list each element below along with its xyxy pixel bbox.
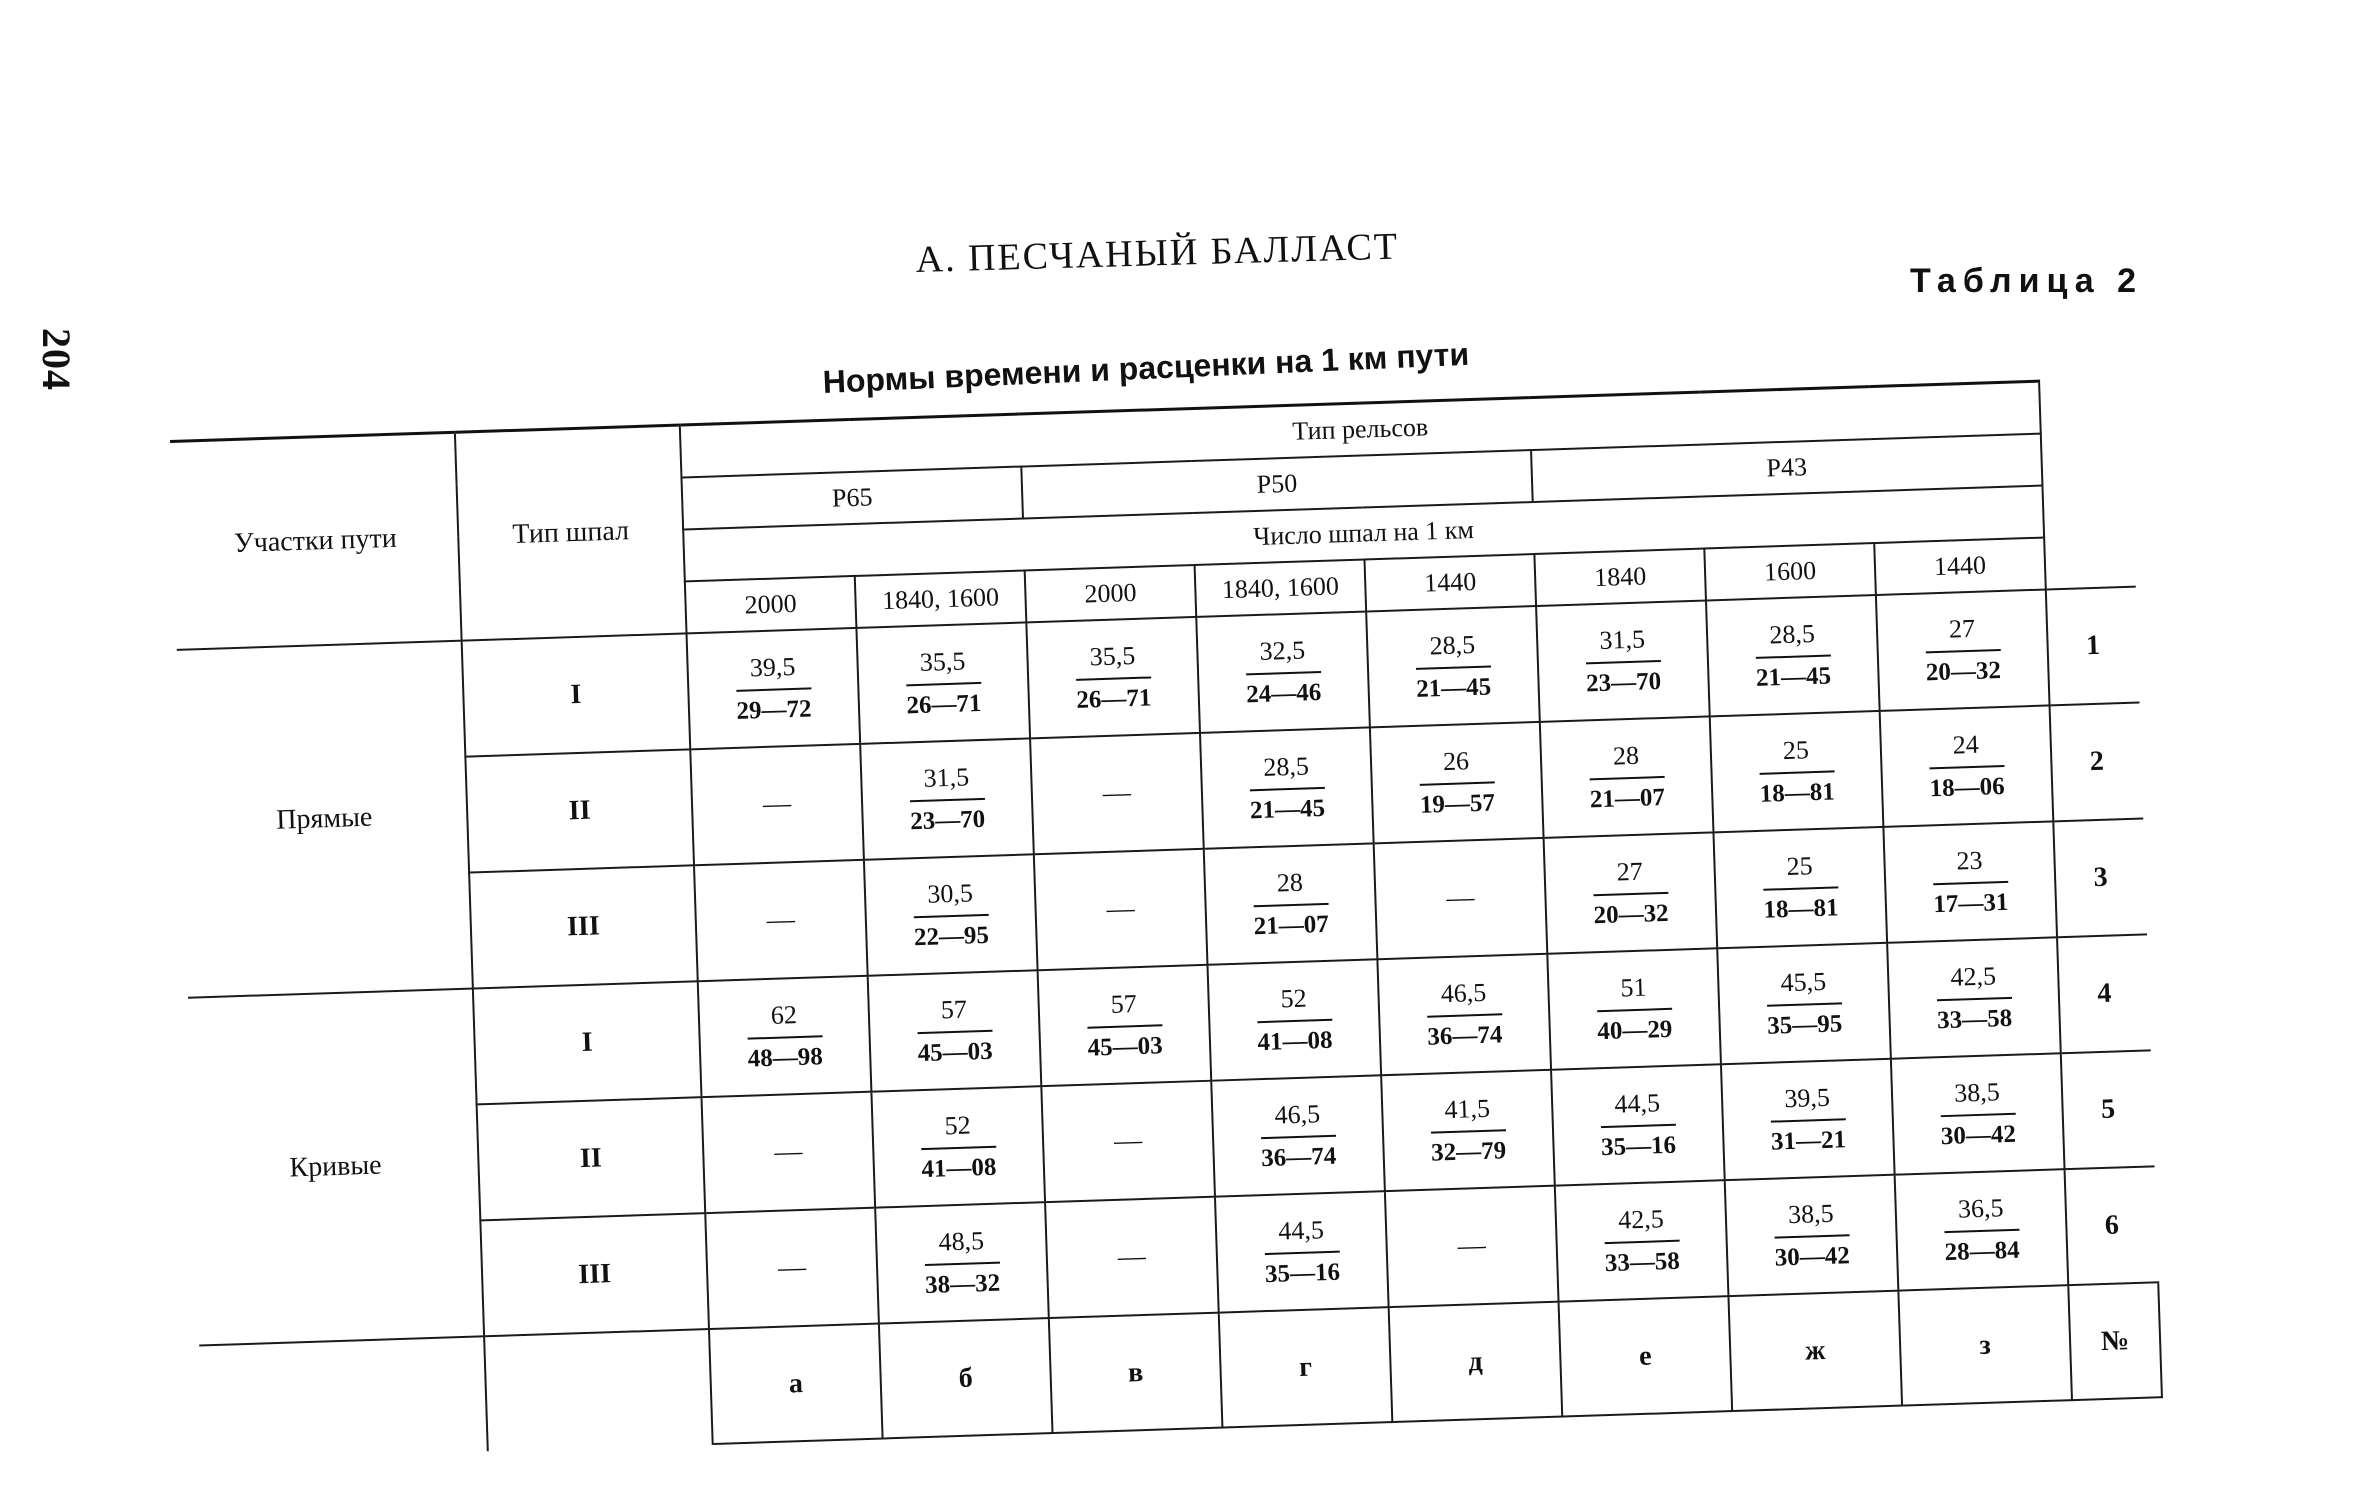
value-cell: [1370, 722, 1544, 843]
value-cell: [1717, 943, 1891, 1064]
empty-dash: —: [1113, 1124, 1143, 1157]
rate-price: 38—32: [924, 1269, 1001, 1300]
header-track-sections: Участки пути: [170, 432, 462, 650]
value-cell: [705, 1208, 879, 1329]
empty-dash: —: [1117, 1240, 1147, 1273]
rate-price: 41—08: [921, 1153, 997, 1184]
norm-fraction: [1935, 961, 2012, 1035]
value-cell: [1211, 1075, 1385, 1196]
value-cell: [1030, 733, 1204, 854]
time-norm: 41,5: [1429, 1093, 1505, 1133]
norm-fraction: [1592, 856, 1669, 930]
time-norm: 48,5: [923, 1226, 999, 1266]
column-letter: г: [1219, 1307, 1393, 1427]
sleeper-type-cell: I: [473, 981, 702, 1104]
empty-dash: —: [777, 1251, 807, 1284]
rate-price: 20—32: [1593, 899, 1669, 930]
norm-fraction: [1429, 1093, 1506, 1167]
empty-dash: —: [773, 1135, 803, 1168]
norm-fraction: [1943, 1193, 2020, 1267]
time-norm: 42,5: [1603, 1204, 1679, 1244]
value-cell: [690, 744, 864, 865]
header-count: 1440: [1874, 538, 2046, 595]
rate-price: 18—81: [1763, 894, 1839, 924]
row-number: 4: [2057, 934, 2151, 1053]
time-norm: 42,5: [1935, 961, 2011, 1001]
time-norm: 35,5: [905, 646, 981, 686]
time-norm: 51: [1595, 972, 1671, 1012]
header-sleeper-type: Тип шпал: [455, 425, 687, 641]
page-number: 204: [34, 328, 79, 391]
norm-fraction: [916, 994, 993, 1068]
value-cell: [1381, 1070, 1555, 1191]
value-cell: [1207, 959, 1381, 1080]
norm-fraction: [908, 762, 985, 836]
rate-price: 21—07: [1589, 783, 1666, 814]
value-cell: [1895, 1169, 2069, 1290]
value-cell: [1706, 595, 1880, 716]
rate-price: 23—70: [1585, 667, 1662, 698]
value-cell: [694, 860, 868, 981]
rate-price: 18—81: [1759, 778, 1836, 808]
value-cell: [1721, 1059, 1895, 1180]
time-norm: 45,5: [1765, 966, 1841, 1006]
table-label: Таблица 2: [1910, 262, 2144, 300]
time-norm: 25: [1758, 734, 1834, 774]
rate-price: 21—45: [1755, 662, 1832, 692]
table-subtitle: Нормы времени и расценки на 1 км пути: [822, 335, 1470, 400]
value-cell: [1204, 843, 1378, 964]
value-cell: [687, 628, 861, 749]
time-norm: 25: [1762, 850, 1838, 890]
time-norm: 27: [1592, 856, 1668, 896]
norm-fraction: [1426, 977, 1503, 1051]
value-cell: [1041, 1081, 1215, 1202]
rate-price: 21—45: [1249, 794, 1326, 825]
row-number: 3: [2053, 818, 2147, 937]
time-norm: 32,5: [1244, 635, 1320, 675]
empty-dash: —: [1457, 1229, 1487, 1262]
value-cell: [1887, 937, 2061, 1058]
value-cell: [1536, 600, 1710, 721]
norm-fraction: [1603, 1204, 1680, 1278]
time-norm: 39,5: [735, 651, 811, 691]
header-count: 1440: [1364, 554, 1536, 611]
norm-fraction: [1256, 983, 1333, 1057]
rate-price: 31—21: [1770, 1126, 1847, 1156]
value-cell: [1377, 954, 1551, 1075]
time-norm: 30,5: [912, 878, 988, 918]
rate-price: 24—46: [1245, 678, 1322, 709]
sleeper-type-cell: II: [465, 749, 694, 872]
header-count: 1840, 1600: [855, 570, 1027, 627]
time-norm: 46,5: [1426, 977, 1502, 1017]
norm-fraction: [1263, 1215, 1340, 1289]
rate-price: 30—42: [1774, 1242, 1851, 1272]
norm-fraction: [1588, 740, 1665, 814]
norm-fraction: [1758, 734, 1835, 808]
rate-price: 32—79: [1430, 1137, 1507, 1167]
header-rail-p65: Р65: [681, 467, 1023, 530]
value-cell: [856, 622, 1030, 743]
rate-price: 48—98: [747, 1043, 824, 1073]
value-cell: [1026, 617, 1200, 738]
norm-fraction: [1762, 850, 1839, 924]
time-norm: 57: [1086, 988, 1162, 1028]
norm-fraction: [1252, 867, 1329, 941]
time-norm: 46,5: [1259, 1099, 1335, 1139]
norm-fraction: [1075, 640, 1152, 714]
time-norm: 27: [1924, 613, 2000, 653]
norm-fraction: [1414, 630, 1491, 704]
time-norm: 44,5: [1263, 1215, 1339, 1255]
rate-price: 36—74: [1260, 1142, 1337, 1173]
time-norm: 28,5: [1754, 619, 1830, 659]
value-cell: [1366, 606, 1540, 727]
rate-price: 35—16: [1264, 1258, 1341, 1289]
value-cell: [1713, 827, 1887, 948]
rate-price: 33—58: [1604, 1247, 1681, 1278]
norm-fraction: [923, 1226, 1000, 1300]
norm-fraction: [1932, 845, 2009, 919]
column-letter: е: [1559, 1296, 1733, 1416]
norm-fraction: [1259, 1099, 1336, 1173]
header-count: 2000: [685, 576, 857, 633]
empty-dash: —: [762, 788, 792, 821]
time-norm: 57: [916, 994, 992, 1034]
empty-dash: —: [766, 904, 796, 936]
value-cell: [1385, 1186, 1559, 1307]
time-norm: 31,5: [908, 762, 984, 802]
value-cell: [1045, 1197, 1219, 1318]
norms-table: [170, 377, 2163, 1462]
rate-price: 26—71: [1075, 684, 1152, 714]
column-letter: в: [1049, 1313, 1223, 1433]
header-rail-p43: Р43: [1531, 434, 2042, 502]
norm-fraction: [1584, 624, 1661, 698]
section-title: А. ПЕСЧАНЫЙ БАЛЛАСТ: [915, 225, 1400, 281]
value-cell: [1034, 849, 1208, 970]
norms-table-wrapper: [170, 377, 2163, 1462]
column-letter: ж: [1728, 1291, 1902, 1411]
time-norm: 39,5: [1769, 1082, 1845, 1122]
column-letter: б: [879, 1318, 1053, 1438]
norm-fraction: [735, 651, 812, 725]
norm-fraction: [1924, 613, 2001, 687]
rate-price: 28—84: [1944, 1236, 2021, 1267]
norm-fraction: [905, 646, 982, 720]
header-rail-p50: Р50: [1021, 450, 1532, 518]
time-norm: 23: [1932, 845, 2008, 885]
time-norm: 38,5: [1939, 1077, 2015, 1117]
norm-fraction: [1244, 635, 1321, 709]
rate-price: 36—74: [1426, 1021, 1503, 1051]
norm-fraction: [1595, 972, 1672, 1046]
time-norm: 36,5: [1943, 1193, 2019, 1233]
value-cell: [1880, 705, 2054, 826]
header-count: 1600: [1704, 543, 1876, 600]
time-norm: 28: [1588, 740, 1664, 780]
norm-fraction: [1418, 745, 1495, 819]
rate-price: 22—95: [913, 921, 990, 952]
time-norm: 28,5: [1414, 630, 1490, 670]
value-cell: [860, 738, 1034, 859]
norm-fraction: [1939, 1077, 2016, 1151]
rate-price: 35—16: [1600, 1131, 1677, 1162]
norm-fraction: [1248, 751, 1325, 825]
value-cell: [864, 854, 1038, 975]
value-cell: [1883, 821, 2057, 942]
sleeper-type-cell: II: [477, 1097, 706, 1220]
row-number: 1: [2046, 587, 2140, 706]
value-cell: [1196, 611, 1370, 732]
value-cell: [1540, 716, 1714, 837]
rate-price: 21—45: [1415, 673, 1492, 703]
time-norm: 44,5: [1599, 1088, 1675, 1128]
norm-fraction: [1773, 1198, 1850, 1272]
rate-price: 40—29: [1596, 1015, 1673, 1046]
time-norm: 62: [746, 999, 822, 1039]
norm-fraction: [912, 878, 989, 952]
column-letter: д: [1389, 1302, 1563, 1422]
value-cell: [701, 1092, 875, 1213]
time-norm: 52: [920, 1110, 996, 1150]
norm-fraction: [746, 999, 823, 1073]
rate-price: 18—06: [1929, 772, 2006, 803]
value-cell: [1876, 590, 2050, 711]
value-cell: [868, 970, 1042, 1091]
number-sign: №: [2068, 1282, 2162, 1400]
rate-price: 45—03: [1087, 1032, 1164, 1062]
value-cell: [1547, 948, 1721, 1069]
norm-fraction: [1769, 1082, 1846, 1156]
row-number: 2: [2050, 703, 2144, 822]
value-cell: [1710, 711, 1884, 832]
rate-price: 20—32: [1925, 657, 2002, 687]
empty-dash: —: [1102, 777, 1132, 810]
value-cell: [1200, 727, 1374, 848]
value-cell: [1725, 1175, 1899, 1296]
rate-price: 45—03: [917, 1037, 994, 1068]
time-norm: 35,5: [1075, 640, 1151, 680]
value-cell: [1891, 1053, 2065, 1174]
rate-price: 29—72: [736, 695, 812, 725]
empty-dash: —: [1106, 893, 1136, 925]
sleeper-type-cell: III: [469, 865, 698, 988]
time-norm: 28,5: [1248, 751, 1324, 791]
time-norm: 52: [1256, 983, 1332, 1023]
value-cell: [1374, 838, 1548, 959]
sleeper-type-cell: I: [462, 633, 691, 756]
norm-fraction: [1086, 988, 1163, 1062]
value-cell: [698, 976, 872, 1097]
value-cell: [1038, 965, 1212, 1086]
sleeper-type-cell: III: [480, 1213, 709, 1336]
rate-price: 41—08: [1257, 1026, 1333, 1057]
norm-fraction: [1754, 619, 1831, 693]
value-cell: [871, 1086, 1045, 1207]
norm-fraction: [1765, 966, 1842, 1040]
time-norm: 31,5: [1584, 624, 1660, 664]
table-body: [177, 587, 2158, 1346]
value-cell: [1551, 1064, 1725, 1185]
header-rail-type: Тип рельсов: [680, 381, 2041, 477]
rate-price: 35—95: [1766, 1010, 1843, 1040]
header-sleepers-per-km: Число шпал на 1 км: [683, 486, 2044, 582]
rate-price: 21—07: [1253, 910, 1330, 941]
group-straight: Прямые: [177, 641, 473, 998]
row-number: 6: [2065, 1166, 2159, 1285]
row-number: 5: [2061, 1050, 2155, 1169]
column-letter: а: [709, 1324, 883, 1444]
rate-price: 19—57: [1419, 789, 1496, 819]
header-count: 2000: [1025, 565, 1197, 622]
norm-fraction: [1928, 729, 2005, 803]
time-norm: 24: [1928, 729, 2004, 769]
rate-price: 23—70: [909, 805, 986, 836]
header-count: 1840: [1534, 549, 1706, 606]
value-cell: [1215, 1191, 1389, 1312]
rate-price: 26—71: [906, 689, 982, 720]
header-count: 1840, 1600: [1195, 560, 1367, 617]
group-curved: Кривые: [188, 989, 484, 1346]
rate-price: 30—42: [1940, 1120, 2017, 1151]
empty-dash: —: [1445, 882, 1475, 915]
rate-price: 33—58: [1936, 1004, 2013, 1035]
time-norm: 38,5: [1773, 1198, 1849, 1238]
norm-fraction: [920, 1110, 997, 1184]
column-letter: з: [1898, 1285, 2072, 1405]
value-cell: [875, 1202, 1049, 1323]
rate-price: 17—31: [1932, 888, 2009, 919]
norm-fraction: [1599, 1088, 1676, 1162]
time-norm: 28: [1252, 867, 1328, 907]
time-norm: 26: [1418, 745, 1494, 785]
value-cell: [1544, 832, 1718, 953]
value-cell: [1555, 1180, 1729, 1301]
